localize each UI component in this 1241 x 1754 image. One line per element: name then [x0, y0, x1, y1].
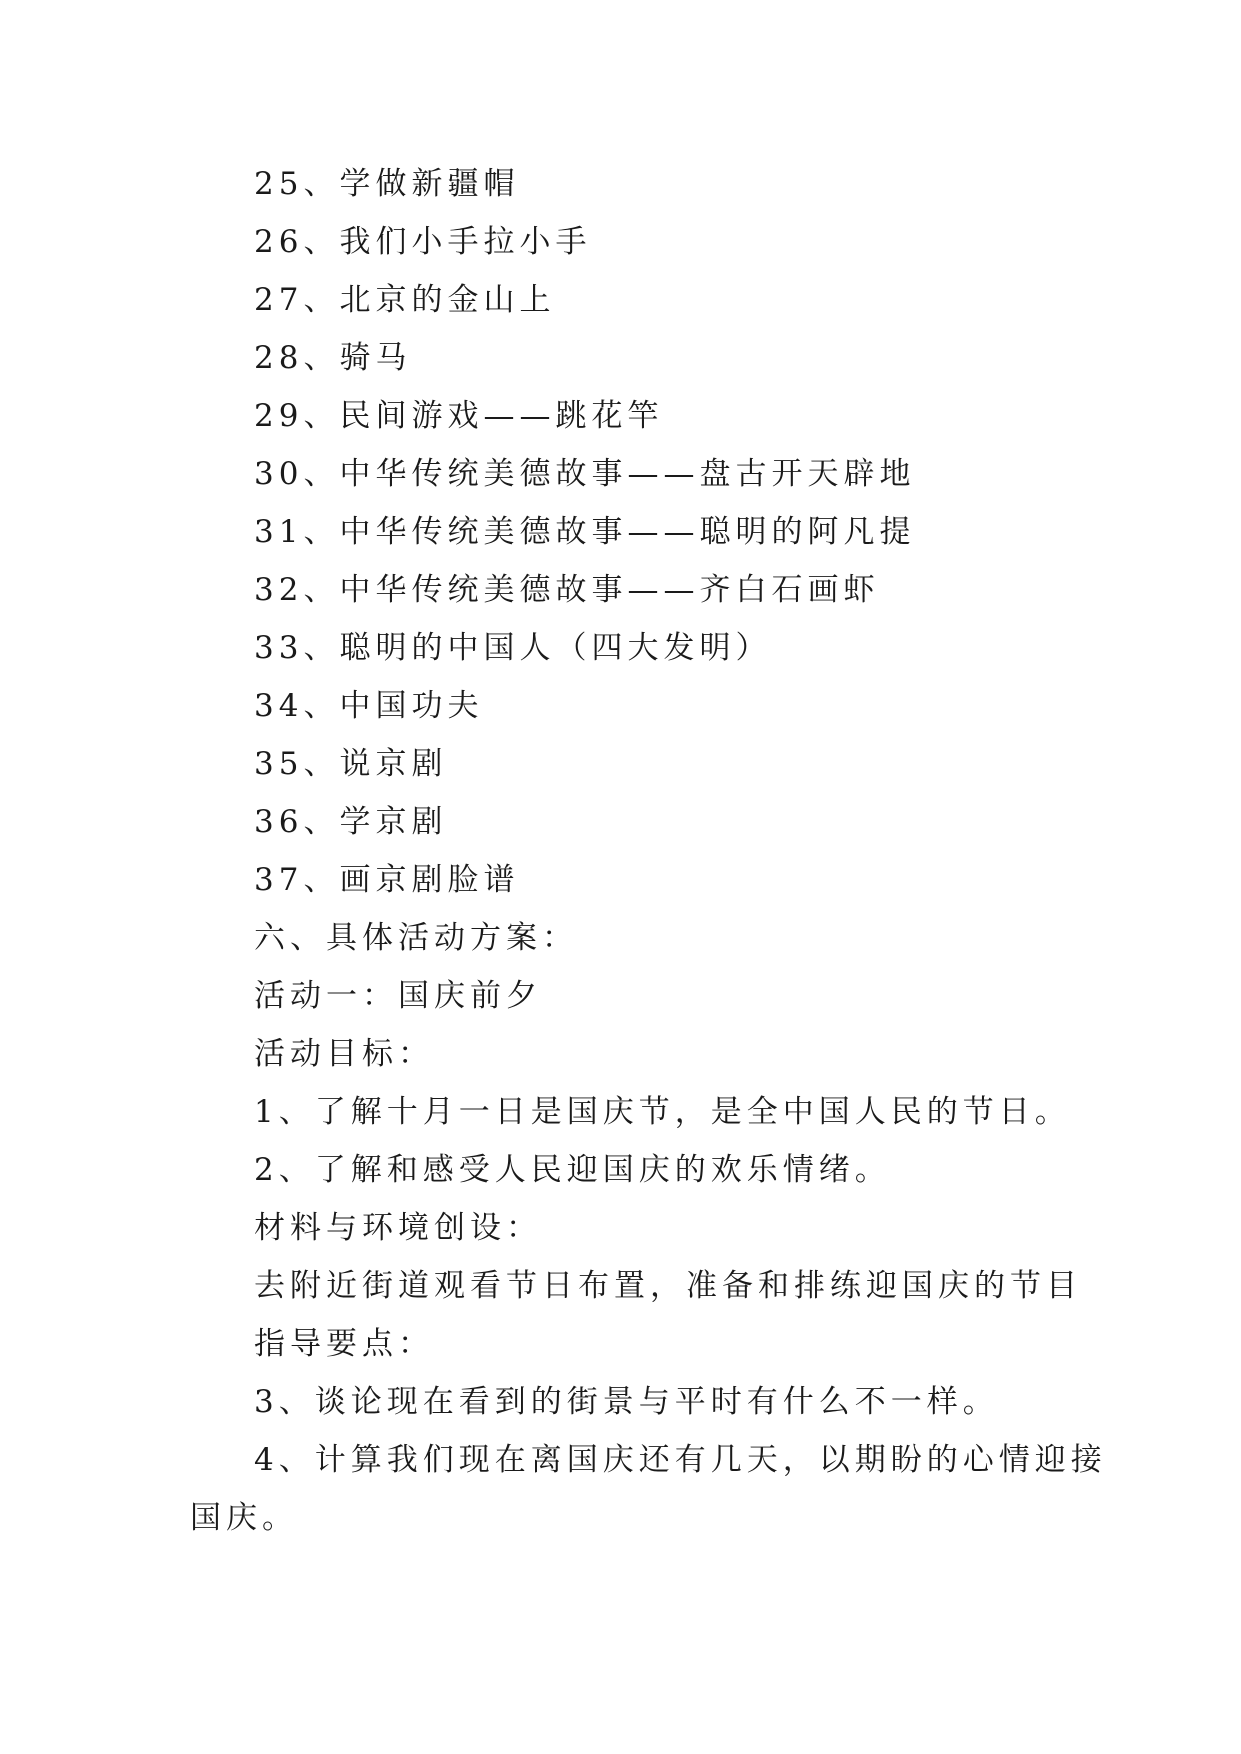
list-item-32: 32、中华传统美德故事——齐白石画虾: [254, 572, 880, 608]
activity-title: 活动一：国庆前夕: [254, 978, 542, 1014]
list-item-36: 36、学京剧: [254, 804, 448, 840]
guidance-point-4: 4、计算我们现在离国庆还有几天，以期盼的心情迎接: [254, 1442, 1107, 1478]
list-item-31: 31、中华传统美德故事——聪明的阿凡提: [254, 514, 916, 550]
guidance-heading: 指导要点：: [254, 1326, 434, 1362]
guidance-point-4-continued: 国庆。: [190, 1500, 298, 1536]
materials-text: 去附近街道观看节日布置，准备和排练迎国庆的节目: [254, 1268, 1082, 1304]
guidance-point-3: 3、谈论现在看到的街景与平时有什么不一样。: [254, 1384, 999, 1420]
list-item-33: 33、聪明的中国人（四大发明）: [254, 630, 772, 666]
list-item-30: 30、中华传统美德故事——盘古开天辟地: [254, 456, 916, 492]
list-item-27: 27、北京的金山上: [254, 282, 556, 318]
list-item-28: 28、骑马: [254, 340, 412, 376]
objective-2: 2、了解和感受人民迎国庆的欢乐情绪。: [254, 1152, 891, 1188]
list-item-34: 34、中国功夫: [254, 688, 484, 724]
list-item-35: 35、说京剧: [254, 746, 448, 782]
materials-heading: 材料与环境创设：: [254, 1210, 542, 1246]
section-heading: 六、具体活动方案：: [254, 920, 578, 956]
list-item-37: 37、画京剧脸谱: [254, 862, 520, 898]
list-item-25: 25、学做新疆帽: [254, 166, 520, 202]
list-item-29: 29、民间游戏——跳花竿: [254, 398, 664, 434]
list-item-26: 26、我们小手拉小手: [254, 224, 592, 260]
objective-1: 1、了解十月一日是国庆节，是全中国人民的节日。: [254, 1094, 1071, 1130]
objectives-heading: 活动目标：: [254, 1036, 434, 1072]
